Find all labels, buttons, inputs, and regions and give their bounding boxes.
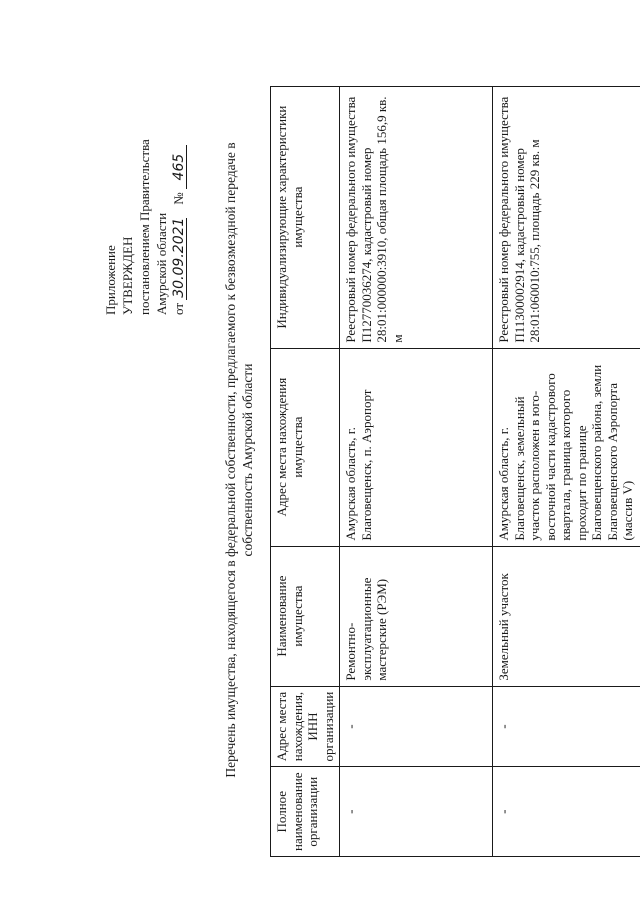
cell-characteristics: Реестровый номер федерального имущества П12770036274, кадастровый номер 28:01:000000:3910, общая площадь 156,9 кв. м (340, 86, 493, 348)
number-prefix: № (171, 192, 186, 205)
header-org-name: Полное наименование организации (271, 767, 340, 857)
cell-org-name: - (340, 767, 493, 857)
approval-line: Амурской области (154, 212, 169, 315)
header-property-address: Адрес места нахождения имущества (271, 348, 340, 546)
cell-property-address: Амурская область, г. Благовещенск, п. Аэропорт (340, 348, 493, 546)
approval-line: Приложение (103, 245, 118, 315)
cell-property-address: Амурская область, г. Благовещенск, земельный участок расположен в юго-восточной части кадастрового квартала, граница которого проходит по границе Благовещенского района, земли Благовещенского Аэропорта (массив V) (493, 348, 640, 546)
cell-property-name: Земельный участок (493, 546, 640, 686)
approval-line: постановлением Правительства (137, 139, 152, 315)
approval-date-line (170, 15, 187, 315)
table-row (340, 86, 493, 856)
cell-characteristics: Реестровый номер федерального имущества П11300002914, кадастровый номер 28:01:060010:755, площадь 229 кв. м (493, 86, 640, 348)
date-prefix: от (171, 302, 186, 315)
property-table (270, 86, 640, 857)
header-property-name: Наименование имущества (271, 546, 340, 686)
cell-org-address: - (340, 686, 493, 767)
title-line: Перечень имущества, находящегося в федеральной собственности, предлагаемого к безвозмездной передаче в (223, 142, 238, 778)
approval-line: УТВЕРЖДЕН (120, 236, 135, 315)
table-row (493, 86, 640, 856)
cell-property-name: Ремонтно-эксплуатационные мастерские (РЭМ) (340, 546, 493, 686)
header-org-address: Адрес места нахождения, ИНН организации (271, 686, 340, 767)
cell-org-address: - (493, 686, 640, 767)
header-characteristics: Индивидуализирующие характеристики имущества (271, 86, 340, 348)
title-line: собственность Амурской области (240, 363, 255, 557)
document-title (222, 110, 256, 810)
handwritten-date: 30.09.2021 (171, 217, 187, 298)
approval-block (102, 15, 187, 315)
handwritten-number: 465 (172, 145, 187, 189)
cell-org-name: - (493, 767, 640, 857)
table-header-row (271, 86, 340, 856)
